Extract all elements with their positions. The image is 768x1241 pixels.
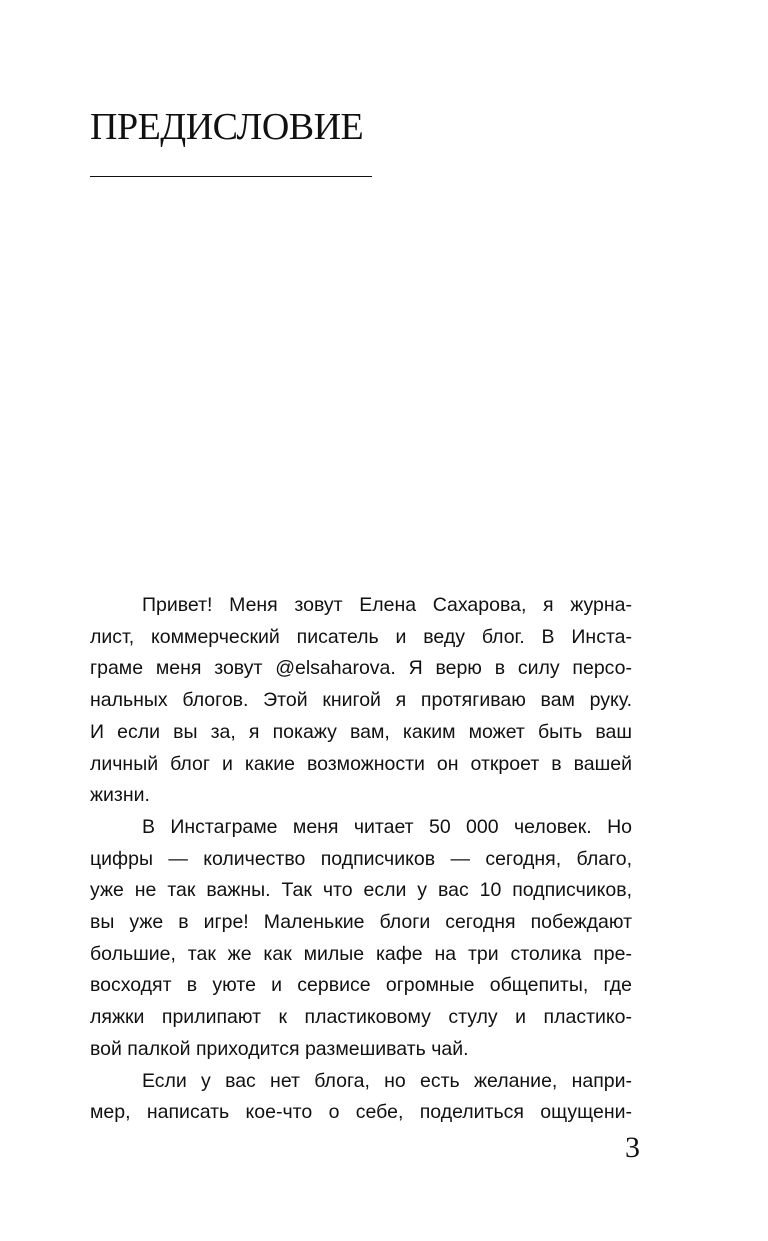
text-line: Привет! Меня зовут Елена Сахарова, я журна- [142, 594, 632, 616]
text-line: ляжки прилипают к пластиковому стулу и пластико- [90, 1006, 632, 1029]
text-line: уже не так важны. Так что если у вас 10 подписчиков, [90, 879, 632, 902]
text-line: нальных блогов. Этой книгой я протягиваю вам руку. [90, 689, 632, 712]
text-line: личный блог и какие возможности он откроет в вашей [90, 752, 632, 775]
page-number: 3 [625, 1131, 640, 1164]
text-line: вы уже в игре! Маленькие блоги сегодня побеждают [90, 911, 632, 934]
text-line: большие, так же как милые кафе на три столика пре- [90, 942, 632, 965]
text-line: лист, коммерческий писатель и веду блог. В Инста- [90, 625, 632, 648]
page-title: ПРЕДИСЛОВИЕ [90, 106, 364, 148]
text-line: восходят в уюте и сервисе огромные общепиты, где [90, 974, 632, 997]
title-underline [90, 176, 372, 177]
text-line: В Инстаграме меня читает 50 000 человек. Но [142, 815, 632, 838]
body-text [90, 590, 632, 1129]
paragraph-1 [90, 590, 632, 812]
text-line: мер, написать кое-что о себе, поделиться ощущени- [90, 1101, 632, 1124]
text-line: цифры — количество подписчиков — сегодня, благо, [90, 847, 632, 870]
text-line: граме меня зовут @elsaharova. Я верю в силу персо- [90, 657, 632, 680]
text-line: вой палкой приходится размешивать чай. [90, 1037, 469, 1060]
text-line: жизни. [90, 784, 150, 807]
text-line: Если у вас нет блога, но есть желание, напри- [142, 1069, 632, 1092]
paragraph-3 [90, 1066, 632, 1129]
paragraph-2 [90, 812, 632, 1066]
text-line: И если вы за, я покажу вам, каким может быть ваш [90, 720, 632, 743]
